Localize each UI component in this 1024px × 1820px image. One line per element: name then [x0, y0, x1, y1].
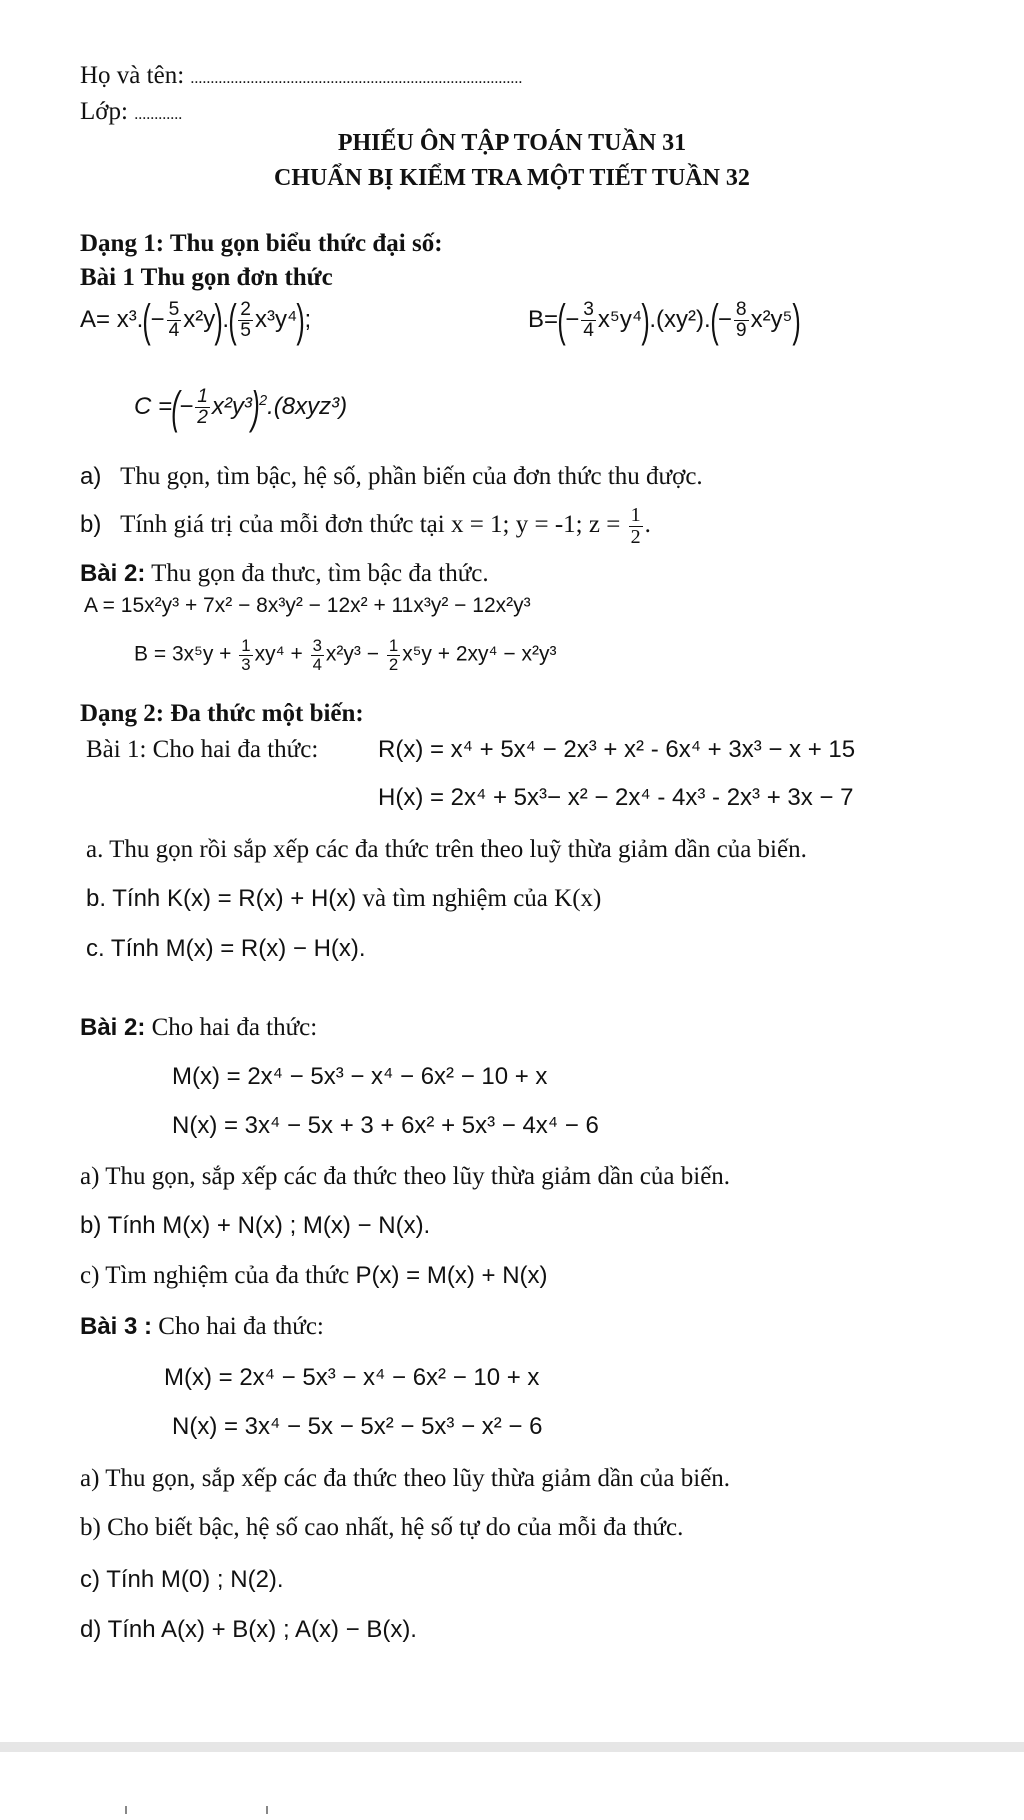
s2-bai3-b: b) Cho biết bậc, hệ số cao nhất, hệ số tự do của mỗi đa thức.: [80, 1514, 684, 1541]
name-dots: ...................................................................................: [190, 70, 523, 87]
s2-bai2-b: b) Tính M(x) + N(x) ; M(x) − N(x).: [80, 1212, 431, 1239]
A-prefix: A= x³.: [80, 306, 144, 334]
expression-C: C =(− $\frac{1}{2}$ x²y³)$^2$.(8xyz³): [134, 382, 348, 433]
class-line: [80, 98, 182, 127]
s2-bai2-a: a) Thu gọn, sắp xếp các đa thức theo lũy thừa giảm dần của biến.: [80, 1163, 731, 1190]
B-fraction-1: $\frac{3}{4}$: [583, 299, 594, 342]
s2-bai2-N: N(x) = 3x⁴ − 5x + 3 + 6x² + 5x³ − 4x⁴ − 6: [172, 1112, 599, 1139]
s2-bai2-title: Bài 2: Cho hai đa thức:: [80, 1014, 318, 1041]
polynomial-H: H(x) = 2x⁴ + 5x³− x² − 2x⁴ - 4x³ - 2x³ + 3x − 7: [378, 784, 854, 811]
C-exponent: 2: [259, 393, 268, 410]
name-label: Họ và tên:: [80, 62, 191, 89]
C-prefix: C =: [134, 393, 173, 421]
page-separator: [0, 1742, 1024, 1752]
A-sign: −: [150, 306, 165, 334]
bai2-title: Bài 2: Thu gọn đa thưc, tìm bậc đa thức.: [80, 560, 489, 587]
page-title: PHIẾU ÔN TẬP TOÁN TUẦN 31: [337, 130, 687, 156]
name-line: [80, 62, 522, 91]
s2-bai3-title: Bài 3 : Cho hai đa thức:: [80, 1313, 324, 1340]
expression-B: B=(− $\frac{3}{4}$ x⁵y⁴).(xy²).(− $\frac{8}{9}$ x²y⁵): [528, 295, 801, 346]
bai1-item-a: a) Thu gọn, tìm bậc, hệ số, phần biến của đơn thức thu được.: [80, 463, 703, 490]
B-term-1: x⁵y⁴: [597, 306, 643, 334]
s2-bai1-b: b. Tính K(x) = R(x) + H(x) và tìm nghiệm của K(x): [86, 885, 602, 912]
next-page-fragment: [125, 1806, 127, 1814]
class-dots: ............: [134, 106, 183, 123]
s2-bai1-a: a. Thu gọn rồi sắp xếp các đa thức trên theo luỹ thừa giảm dần của biến.: [86, 836, 807, 863]
s2-bai3-a: a) Thu gọn, sắp xếp các đa thức theo lũy thừa giảm dần của biến.: [80, 1465, 731, 1492]
C-fraction: $\frac{1}{2}$: [197, 386, 208, 429]
C-term: x²y³: [211, 393, 252, 421]
z-fraction: $\frac{1}{2}$: [630, 504, 641, 548]
B-term-2: x²y⁵: [750, 306, 793, 334]
B-prefix: B=: [528, 306, 559, 334]
C-tail: .(8xyz³): [267, 393, 348, 421]
s2-bai3-c: c) Tính M(0) ; N(2).: [80, 1566, 284, 1593]
s2-bai2-c: c) Tìm nghiệm của đa thức P(x) = M(x) + N(x): [80, 1262, 548, 1289]
expression-A: A= x³.(− $\frac{5}{4}$ x²y).( $\frac{2}{5}$ x³y⁴);: [80, 295, 312, 346]
A-fraction-1: $\frac{5}{4}$: [168, 299, 180, 342]
section2-heading: Dạng 2: Đa thức một biến:: [80, 700, 364, 727]
next-page-fragment-2: [266, 1806, 268, 1814]
page-subtitle: CHUẨN BỊ KIỂM TRA MỘT TIẾT TUẦN 32: [274, 165, 750, 191]
B-term-mid: (xy²): [656, 306, 705, 334]
polynomial-R: R(x) = x⁴ + 5x⁴ − 2x³ + x² - 6x⁴ + 3x³ − x + 15: [378, 736, 856, 763]
s2-bai3-N: N(x) = 3x⁴ − 5x − 5x² − 5x³ − x² − 6: [172, 1413, 543, 1440]
s2-bai3-M: M(x) = 2x⁴ − 5x³ − x⁴ − 6x² − 10 + x: [164, 1364, 540, 1391]
s2-bai3-d: d) Tính A(x) + B(x) ; A(x) − B(x).: [80, 1616, 417, 1643]
B-fraction-2: $\frac{8}{9}$: [735, 299, 747, 342]
s2-bai2-M: M(x) = 2x⁴ − 5x³ − x⁴ − 6x² − 10 + x: [172, 1063, 548, 1090]
bai1-title: Bài 1 Thu gọn đơn thức: [80, 264, 333, 291]
s2-bai1-intro: Bài 1: Cho hai đa thức:: [86, 736, 319, 763]
s2-bai1-c: c. Tính M(x) = R(x) − H(x).: [86, 935, 366, 962]
A-fraction-2: $\frac{2}{5}$: [240, 299, 251, 342]
bai1-item-b: b) Tính giá trị của mỗi đơn thức tại x = 1; y = -1; z = $\frac{1}{2}$ .: [80, 504, 651, 548]
A-term-1: x²y: [183, 306, 216, 334]
class-label: Lớp:: [80, 98, 135, 125]
polynomial-A: A = 15x²y³ + 7x² − 8x³y² − 12x² + 11x³y² − 12x²y³: [84, 594, 531, 617]
section1-heading: Dạng 1: Thu gọn biểu thức đại số:: [80, 230, 443, 257]
A-term-2: x³y⁴: [254, 306, 298, 334]
polynomial-B: B = 3x⁵y + $\frac{1}{3}$ xy⁴ + $\frac{3}{4}$ x²y³ − $\frac{1}{2}$ x⁵y + 2xy⁴ − x²y³: [134, 636, 557, 674]
